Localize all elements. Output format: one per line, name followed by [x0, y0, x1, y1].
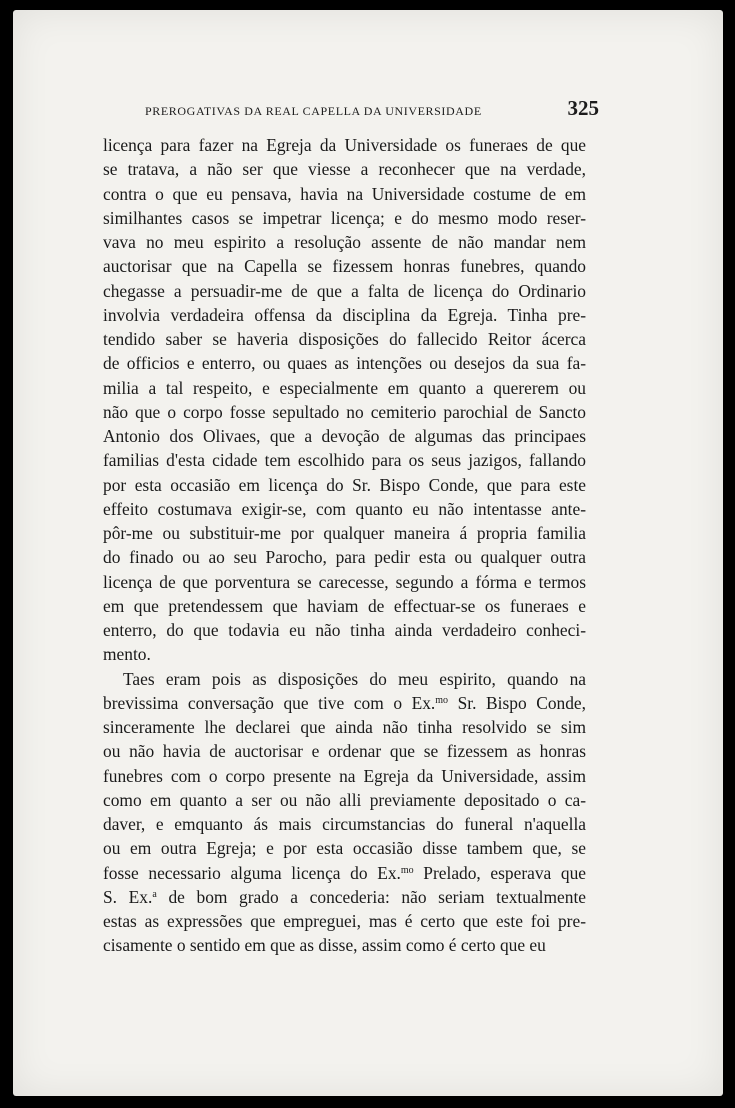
text-line: familias d'esta cidade tem escolhido para os seus jazigos, fallando — [103, 450, 586, 471]
text-line: ou não havia de auctorisar e ordenar que se fizessem as honras — [103, 741, 586, 762]
page-number: 325 — [567, 96, 599, 120]
text-line: daver, e emquanto ás mais circumstancias do funeral n'aquella — [103, 814, 586, 834]
text-line: como em quanto a ser ou não alli previamente depositado o ca- — [103, 789, 586, 810]
text-line: não que o corpo fosse sepultado no cemiterio parochial de Sancto — [103, 401, 586, 422]
text-line: do finado ou ao seu Parocho, para pedir esta ou qualquer outra — [103, 547, 586, 568]
text-line: sinceramente lhe declarei que ainda não tinha resolvido se sim — [103, 717, 586, 737]
text-line: vava no meu espirito a resolução assente de não mandar nem — [103, 232, 586, 252]
text-line: auctorisar que na Capella se fizessem honras funebres, quando — [103, 256, 586, 277]
text-line: licença de que porventura se carecesse, segundo a fórma e termos — [103, 571, 586, 592]
text-line: contra o que eu pensava, havia na Universidade costume de em — [103, 183, 586, 204]
text-line: similhantes casos se impetrar licença; e do mesmo modo reser- — [103, 207, 586, 228]
text-line: Antonio dos Olivaes, que a devoção de algumas das principaes — [103, 426, 586, 446]
body-text — [103, 133, 586, 958]
text-line: ou em outra Egreja; e por esta occasião disse tambem que, se — [103, 838, 586, 859]
text-line: enterro, do que todavia eu não tinha ainda verdadeiro conheci- — [103, 620, 586, 640]
text-line: tendido saber se haveria disposições do fallecido Reitor ácerca — [103, 329, 586, 349]
running-title: PREROGATIVAS DA REAL CAPELLA DA UNIVERSIDADE — [145, 104, 482, 118]
text-line: por esta occasião em licença do Sr. Bispo Conde, que para este — [103, 474, 586, 495]
text-line: chegasse a persuadir-me de que a falta de licença do Ordinario — [103, 280, 586, 301]
text-line: em que pretendessem que haviam de effectuar-se os funeraes e — [103, 595, 586, 616]
text-line: involvia verdadeira offensa da disciplina da Egreja. Tinha pre- — [103, 304, 586, 325]
text-line: cisamente o sentido em que as disse, assim como é certo que eu — [103, 935, 546, 956]
text-line: fosse necessario alguma licença do Ex.$^{mo}$ Prelado, esperava que — [103, 862, 586, 883]
text-line: funebres com o corpo presente na Egreja da Universidade, assim — [103, 765, 586, 786]
text-line: brevissima conversação que tive com o Ex.$^{mo}$ Sr. Bispo Conde, — [103, 692, 586, 713]
text-line: S. Ex.$^a$ de bom grado a concederia: não seriam textualmente — [103, 886, 586, 907]
text-line: pôr-me ou substituir-me por qualquer maneira á propria familia — [103, 523, 586, 543]
text-line: licença para fazer na Egreja da Universidade os funeraes de que — [103, 135, 586, 155]
text-line: mento. — [103, 644, 151, 665]
text-line: Taes eram pois as disposições do meu espirito, quando na — [123, 668, 586, 689]
text-line: de officios e enterro, ou quaes as intenções ou desejos da sua fa- — [103, 353, 586, 374]
page-header — [113, 88, 599, 124]
text-line: milia a tal respeito, e especialmente em quanto a quererem ou — [103, 377, 586, 398]
text-line: effeito costumava exigir-se, com quanto eu não intentasse ante- — [103, 498, 586, 519]
text-line: estas as expressões que empreguei, mas é certo que este foi pre- — [103, 911, 586, 931]
text-line: se tratava, a não ser que viesse a reconhecer que na verdade, — [103, 159, 586, 180]
